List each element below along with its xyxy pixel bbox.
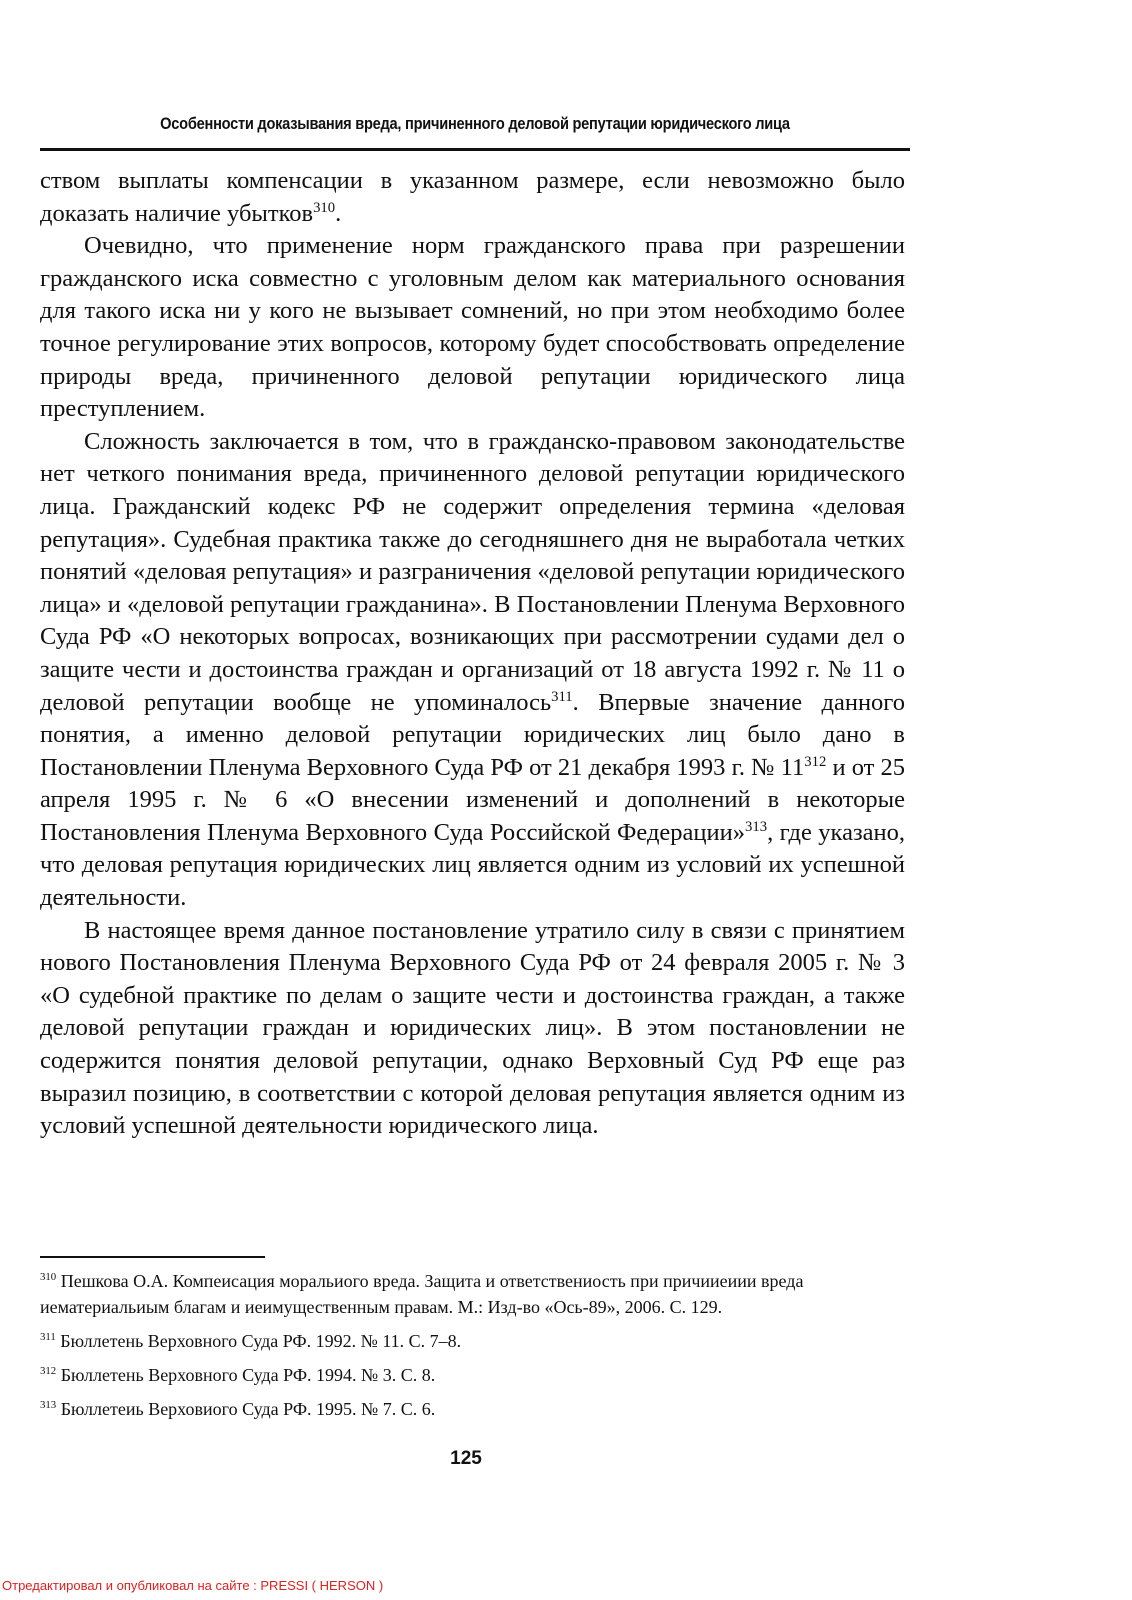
footnote-text: Бюллетень Верховного Суда РФ. 1992. № 11. С. 7–8. bbox=[60, 1331, 462, 1351]
body-text bbox=[40, 165, 905, 1143]
footnote-number: 312 bbox=[40, 1365, 57, 1377]
footnote-number: 310 bbox=[40, 1271, 57, 1283]
footnote-text: Бюллетеиь Верховиого Суда РФ. 1995. № 7. С. 6. bbox=[60, 1399, 436, 1419]
footnote-313 bbox=[40, 1396, 910, 1422]
watermark-link[interactable]: Отредактировал и опубликовал на сайте : PRESSI ( HERSON ) bbox=[2, 1578, 384, 1593]
paragraph-text: и от 25 апреля 1995 г. № 6 «О внесении изменений и дополнений в некоторые Постановления Пленума Верховного Суда Российской Федерации» bbox=[40, 753, 906, 846]
paragraph-text: , где указано, что деловая репутация юридических лиц является одним из условий их успешной деятельности. bbox=[40, 818, 905, 912]
footnote-rule bbox=[40, 1256, 265, 1258]
paragraph-text: Сложность заключается в том, что в гражданско-правовом законодательстве нет четкого понимания вреда, причиненного деловой репутации юридического лица. Гражданский кодекс РФ не содержит определения термина «деловая репутация». Судебная практика также до сегодняшнего дня не выработала четких понятий «деловая репутация» и разграничения «деловой репутации юридического лица» и «деловой репутации гражданина». В Постановлении Пленума Верховного Суда РФ «О некоторых вопросах, возникающих при рассмотрении судами дел о защите чести и достоинства граждан и организаций от 18 августа 1992 г. № 11 о деловой репутации вообще не упоминалось bbox=[40, 427, 905, 716]
paragraph-text: . bbox=[335, 199, 342, 227]
footnote-text: Пешкова О.А. Компеисация моральиого вреда. Защита и ответствениость при причииеиии вреда иематериальиым благам и иеимущественным правам. М.: Изд-во «Ось-89», 2006. С. 129. bbox=[40, 1271, 804, 1317]
footnote-ref-311[interactable]: 311 bbox=[551, 688, 573, 705]
footnote-310 bbox=[40, 1268, 910, 1320]
footnote-ref-313[interactable]: 313 bbox=[745, 818, 768, 835]
paragraph-3 bbox=[40, 426, 905, 915]
footnote-ref-310[interactable]: 310 bbox=[313, 199, 336, 216]
paragraph-1 bbox=[40, 165, 905, 230]
footnote-number: 313 bbox=[40, 1399, 57, 1411]
footnote-311 bbox=[40, 1328, 910, 1354]
page-number: 125 bbox=[450, 1448, 482, 1469]
paragraph-2: Очевидно, что применение норм гражданского права при разрешении гражданского иска совместно с уголовным делом как материального основания для такого иска ни у кого не вызывает сомнений, но при этом необходимо более точное регулирование этих вопросов, которому будет способствовать определение природы вреда, причиненного деловой репутации юридического лица преступлением. bbox=[40, 232, 905, 423]
footnote-number: 311 bbox=[40, 1331, 56, 1343]
footnote-312 bbox=[40, 1362, 910, 1388]
header-rule bbox=[40, 148, 910, 151]
paragraph-text: . Впервые значение данного понятия, а именно деловой репутации юридических лиц было дано в Постановлении Пленума Верховного Суда РФ от 21 декабря 1993 г. № 11 bbox=[40, 688, 905, 781]
footnote-text: Бюллетень Верховного Суда РФ. 1994. № 3. С. 8. bbox=[60, 1365, 436, 1385]
footnote-ref-312[interactable]: 312 bbox=[804, 753, 827, 770]
footnotes bbox=[40, 1268, 910, 1430]
paragraph-4: В настоящее время данное постановление утратило силу в связи с принятием нового Постановления Пленума Верховного Суда РФ от 24 февраля 2005 г. № 3 «О судебной практике по делам о защите чести и достоинства граждан, а также деловой репутации граждан и юридических лиц». В этом постановлении не содержится понятия деловой репутации, однако Верховный Суд РФ еще раз выразил позицию, в соответствии с которой деловая репутация является одним из условий успешной деятельности юридического лица. bbox=[40, 916, 905, 1140]
paragraph-text: ством выплаты компенсации в указанном размере, если невозможно было доказать наличие убытков bbox=[40, 167, 905, 227]
running-header: Особенности доказывания вреда, причиненного деловой репутации юридического лица bbox=[160, 114, 790, 133]
